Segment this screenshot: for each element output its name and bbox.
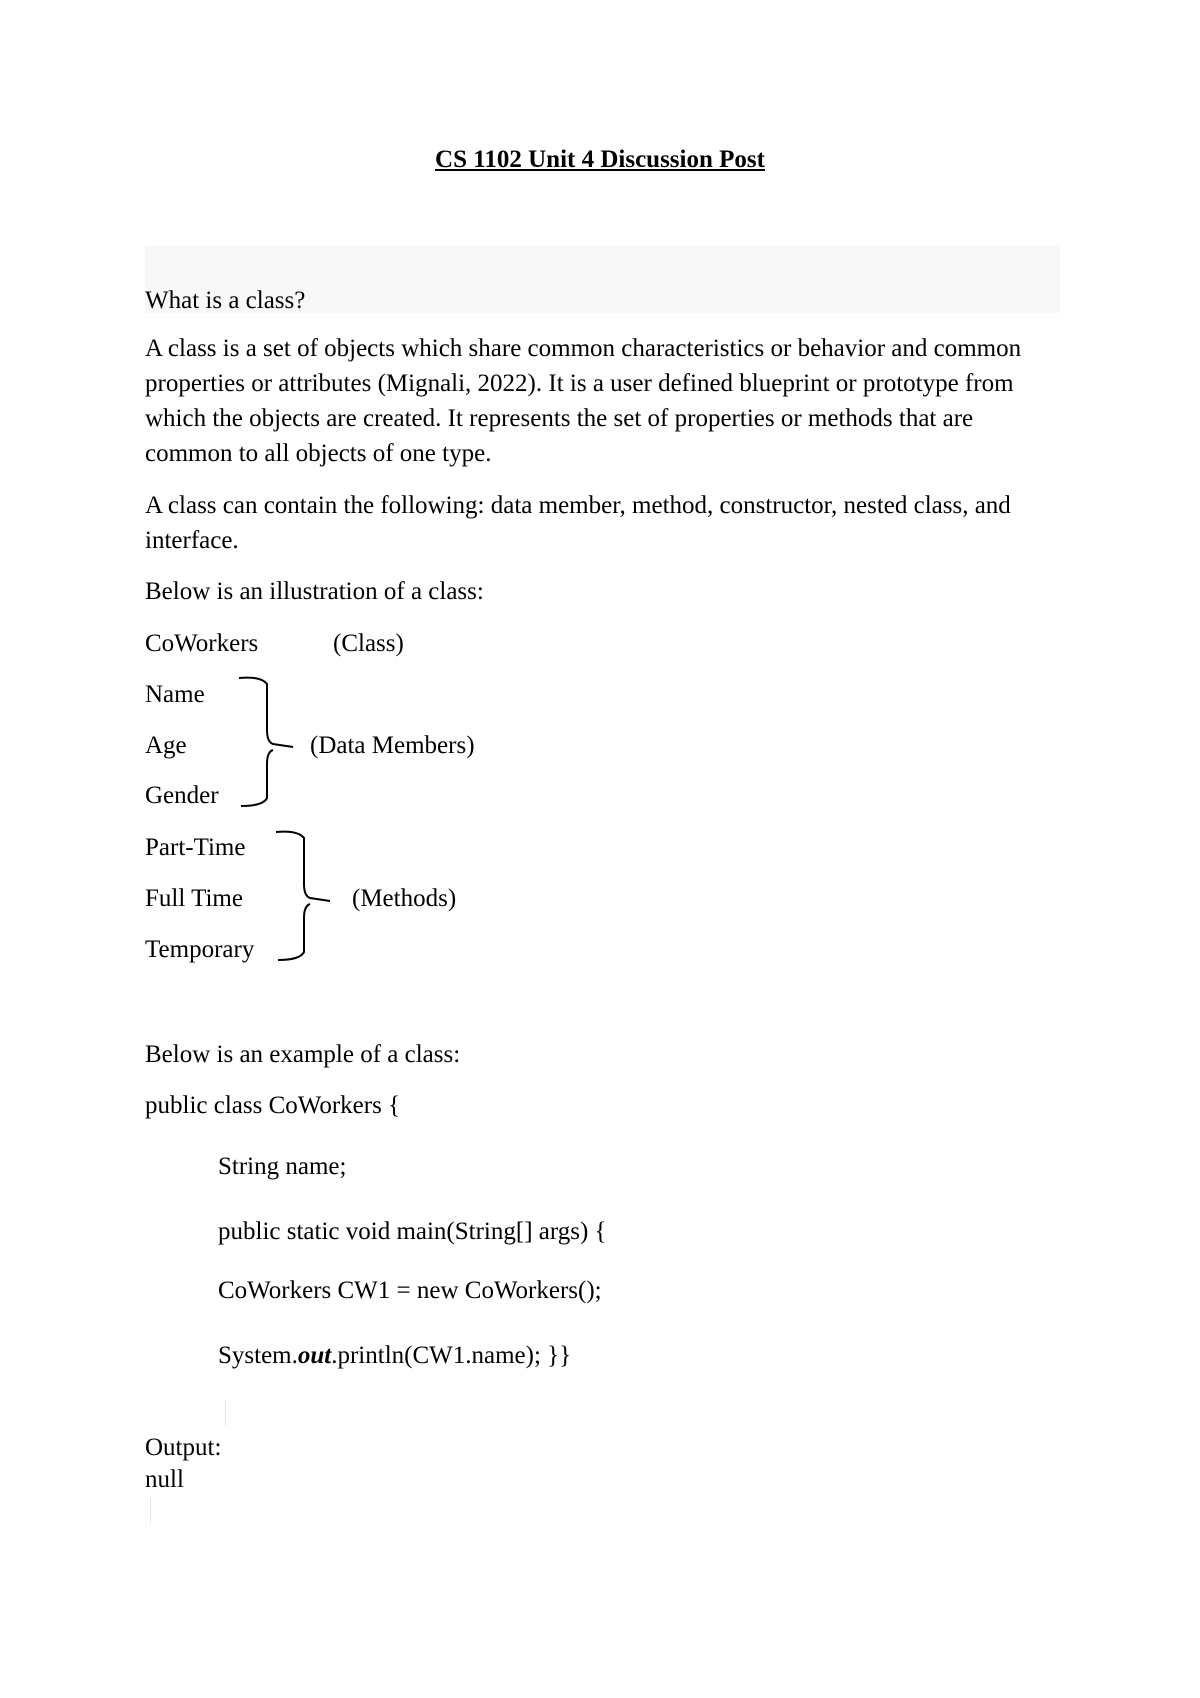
data-member-item: Name [145, 681, 205, 708]
method-item: Full Time [145, 885, 243, 912]
code-text: System. [218, 1342, 298, 1369]
code-line [218, 1338, 571, 1373]
document-title: CS 1102 Unit 4 Discussion Post [435, 146, 765, 173]
code-line: CoWorkers CW1 = new CoWorkers(); [218, 1277, 602, 1304]
paragraph-definition: A class is a set of objects which share common characteristics or behavior and common properties or attributes (Mignali, 2022). It is a user defined blueprint or prototype from which the objects are created. It represents the set of properties or methods that are common to all objects of one type. [145, 335, 1022, 467]
question-heading: What is a class? [145, 287, 306, 314]
data-member-item: Age [145, 732, 187, 759]
output-value: null [145, 1466, 184, 1493]
data-member-item: Gender [145, 782, 219, 809]
methods-brace [272, 826, 342, 966]
paragraph-contents: A class can contain the following: data member, method, constructor, nested class, and interface. [145, 492, 1011, 554]
methods-label: (Methods) [352, 885, 457, 912]
method-item: Part-Time [145, 834, 246, 861]
data-members-label: (Data Members) [310, 732, 475, 759]
code-text: .println(CW1.name); }} [331, 1342, 572, 1369]
faint-mark [222, 1400, 226, 1426]
code-line: public static void main(String[] args) { [218, 1218, 607, 1245]
illustration-intro: Below is an illustration of a class: [145, 578, 484, 605]
code-line: String name; [218, 1153, 347, 1180]
class-label: (Class) [333, 630, 404, 657]
code-line: public class CoWorkers { [145, 1092, 401, 1119]
output-label: Output: [145, 1434, 222, 1461]
faint-mark [150, 1498, 154, 1524]
method-item: Temporary [145, 936, 255, 963]
class-name: CoWorkers [145, 630, 259, 657]
example-intro: Below is an example of a class: [145, 1041, 461, 1068]
data-members-brace [235, 672, 305, 812]
code-emphasis: out [297, 1342, 332, 1369]
